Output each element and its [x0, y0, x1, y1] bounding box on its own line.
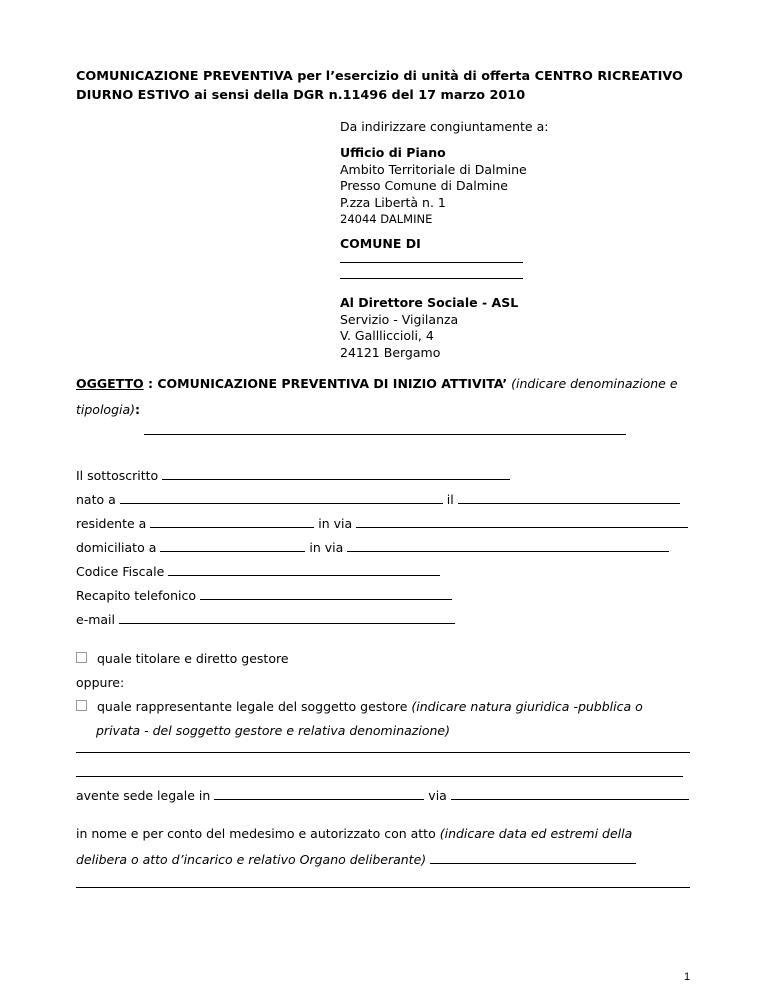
comune-blank-line-2[interactable]	[340, 278, 523, 279]
asl-line: V. Gallliccioli, 4	[340, 328, 434, 343]
domiciliato-via-field[interactable]	[347, 539, 669, 552]
residente-row: residente a in via	[76, 515, 688, 531]
asl-name: Al Direttore Sociale - ASL	[340, 295, 519, 310]
sede-via-field[interactable]	[451, 787, 689, 800]
asl-line: Servizio - Vigilanza	[340, 311, 459, 327]
oggetto-note: (indicare denominazione e	[511, 376, 678, 391]
checkbox-titolare[interactable]	[76, 652, 87, 663]
comune-blank-line-1[interactable]	[340, 262, 523, 263]
sede-legale-row: avente sede legale in via	[76, 787, 689, 803]
sede-legale-field[interactable]	[214, 787, 424, 800]
comune-di-label: COMUNE DI	[340, 236, 421, 251]
page-number: 1	[684, 971, 691, 983]
sottoscritto-row: Il sottoscritto	[76, 467, 510, 483]
oggetto-label: OGGETTO	[76, 376, 144, 391]
atto-blank-line[interactable]	[76, 887, 690, 888]
recapito-row: Recapito telefonico	[76, 587, 452, 603]
codice-fiscale-row: Codice Fiscale	[76, 563, 440, 579]
oppure-label: oppure:	[76, 675, 125, 690]
ufficio-line: 24044 DALMINE	[340, 212, 433, 226]
nato-il-field[interactable]	[458, 491, 680, 504]
gestore-blank-line-2[interactable]	[76, 776, 683, 777]
nato-a-field[interactable]	[120, 491, 443, 504]
ufficio-line: Ambito Territoriale di Dalmine	[340, 161, 527, 177]
email-field[interactable]	[119, 611, 455, 624]
option-rappresentante-note-2: privata - del soggetto gestore e relativa denominazione)	[96, 723, 450, 738]
nome-per-conto-line-1: in nome e per conto del medesimo e autorizzato con atto (indicare data ed estremi della	[76, 826, 633, 841]
ufficio-line: P.zza Libertà n. 1	[340, 194, 446, 210]
checkbox-rappresentante[interactable]	[76, 700, 87, 711]
document-title-line-1: COMUNICAZIONE PREVENTIVA per l’esercizio di unità di offerta CENTRO RICREATIVO	[76, 69, 683, 84]
option-rappresentante: quale rappresentante legale del soggetto gestore (indicare natura giuridica -pubblica o	[76, 699, 694, 714]
ufficio-name: Ufficio di Piano	[340, 145, 446, 160]
codice-fiscale-field[interactable]	[168, 563, 440, 576]
asl-block	[340, 295, 518, 361]
ufficio-di-piano-block	[340, 145, 527, 228]
domiciliato-row: domiciliato a in via	[76, 539, 669, 555]
oggetto-text: COMUNICAZIONE PREVENTIVA DI INIZIO ATTIVITA’	[157, 376, 508, 391]
document-title-line-2: DIURNO ESTIVO ai sensi della DGR n.11496 del 17 marzo 2010	[76, 88, 526, 103]
gestore-blank-line-1[interactable]	[76, 752, 690, 753]
option-titolare: quale titolare e diretto gestore	[76, 651, 289, 666]
addressees-intro: Da indirizzare congiuntamente a:	[340, 119, 549, 134]
ufficio-line: Presso Comune di Dalmine	[340, 178, 508, 193]
residente-via-field[interactable]	[356, 515, 688, 528]
email-row: e-mail	[76, 611, 455, 627]
oggetto-blank-line[interactable]	[144, 434, 626, 435]
asl-line: 24121 Bergamo	[340, 344, 441, 360]
nome-per-conto-line-2: delibera o atto d’incarico e relativo Organo deliberante)	[76, 851, 636, 867]
residente-a-field[interactable]	[150, 515, 314, 528]
oggetto-note-line-2: tipologia):	[76, 402, 141, 417]
domiciliato-a-field[interactable]	[160, 539, 305, 552]
oggetto-line: OGGETTO : COMUNICAZIONE PREVENTIVA DI INIZIO ATTIVITA’ (indicare denominazione e	[76, 376, 678, 391]
recapito-field[interactable]	[200, 587, 452, 600]
atto-field[interactable]	[430, 851, 636, 864]
nato-a-row: nato a il	[76, 491, 680, 507]
sottoscritto-field[interactable]	[162, 467, 510, 480]
